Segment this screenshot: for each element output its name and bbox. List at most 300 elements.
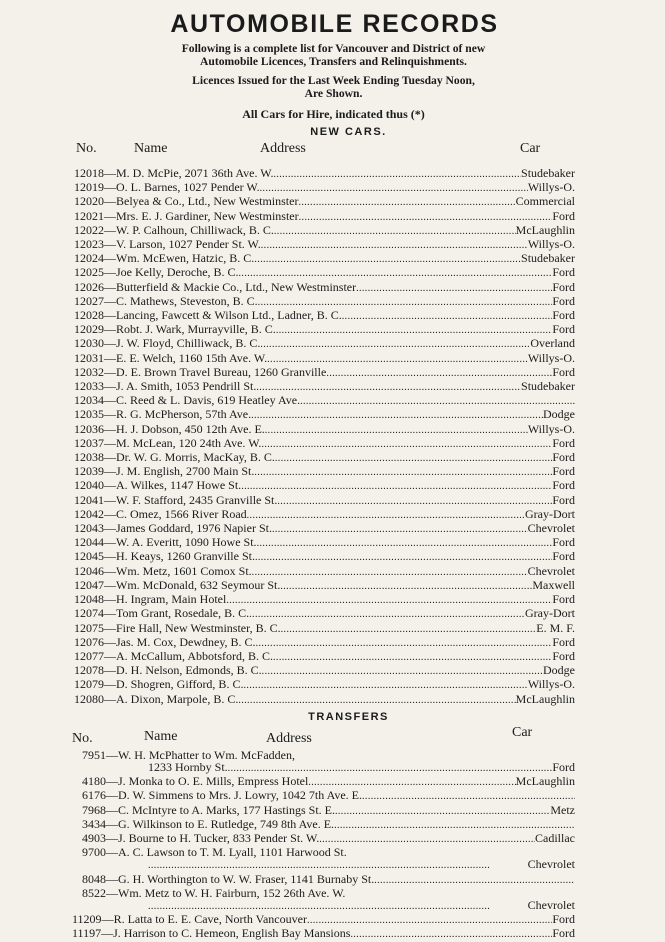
- table-row: [74, 252, 575, 266]
- entry-number: 7951: [82, 747, 106, 762]
- entry-separator: —: [104, 620, 116, 635]
- entry-name-address: J. Bourne to H. Tucker, 833 Pender St. W.: [118, 830, 320, 845]
- entry-name-address: J. Harrison to C. Hemeon, English Bay Mansions: [113, 926, 351, 941]
- entry-number: 12027: [74, 293, 104, 308]
- car-make: Ford: [552, 492, 575, 507]
- entry-number: 12023: [74, 237, 104, 252]
- leader-dots: [260, 339, 530, 351]
- entry-name-address: C. Omez, 1566 River Road: [116, 506, 247, 521]
- entry-name-address: Joe Kelly, Deroche, B. C.: [116, 265, 239, 280]
- table-row: [74, 366, 575, 380]
- car-make: Ford: [552, 648, 575, 663]
- entry-separator: —: [106, 788, 118, 803]
- entry-name-address: Jas. M. Cox, Dewdney, B. C.: [116, 634, 256, 649]
- entry-separator: —: [101, 912, 114, 927]
- table-row: [72, 927, 575, 941]
- car-make: Studebaker: [521, 166, 575, 180]
- table-row: [74, 181, 575, 195]
- entry-separator: —: [104, 435, 116, 450]
- leader-dots: [265, 425, 528, 437]
- table-row: [74, 337, 575, 351]
- entry-separator: —: [104, 506, 116, 521]
- entry-name-address: Wm. McEwen, Hatzic, B. C.: [116, 251, 255, 266]
- leader-dots: [148, 860, 528, 872]
- entry-name-address: C. McIntyre to A. Marks, 177 Hastings St. E.: [118, 802, 335, 817]
- car-make: McLaughlin: [515, 691, 575, 706]
- entry-separator: —: [104, 237, 116, 252]
- entry-name-address: Tom Grant, Rosedale, B. C.: [116, 606, 250, 621]
- table-row: [74, 622, 575, 636]
- entry-separator: —: [104, 606, 116, 621]
- entry-separator: —: [104, 563, 116, 578]
- leader-dots: [254, 467, 552, 479]
- leader-dots: [243, 680, 527, 692]
- table-row: [72, 804, 575, 818]
- entry-number: 6176: [82, 788, 106, 803]
- table-row: [74, 650, 575, 664]
- leader-dots: [276, 325, 553, 337]
- leader-dots: [254, 254, 521, 266]
- transfers-list: [72, 749, 575, 942]
- table-row: [72, 775, 575, 789]
- entry-number: 12021: [74, 208, 104, 223]
- table-row: [74, 579, 575, 593]
- entry-separator: —: [104, 648, 116, 663]
- car-make: Overland: [530, 336, 575, 351]
- entry-name-address: H. Keays, 1260 Granville St.: [116, 549, 255, 564]
- entry-number: 7968: [82, 802, 106, 817]
- entry-separator: —: [106, 774, 118, 789]
- table-row: [72, 749, 575, 775]
- leader-dots: [260, 183, 528, 195]
- entry-number: 4903: [82, 830, 106, 845]
- col-car: Car: [512, 724, 533, 740]
- entry-separator: —: [104, 634, 116, 649]
- entry-separator: —: [104, 577, 116, 592]
- entry-number: 12039: [74, 464, 104, 479]
- entry-number: 12032: [74, 364, 104, 379]
- entry-line: [72, 899, 575, 913]
- entry-separator: —: [104, 350, 116, 365]
- table-row: [74, 224, 575, 238]
- entry-separator: —: [101, 926, 114, 941]
- table-row: [74, 536, 575, 550]
- entry-name-address: V. Larson, 1027 Pender St. W.: [116, 237, 261, 252]
- car-make: Ford: [552, 535, 575, 550]
- entry-line: [72, 873, 575, 887]
- leader-dots: [226, 595, 552, 607]
- car-make: Ford: [552, 293, 575, 308]
- car-make: Ford: [552, 435, 575, 450]
- entry-separator: —: [104, 364, 116, 379]
- entry-name-address: A. Dixon, Marpole, B. C.: [116, 691, 239, 706]
- entry-name-address: A. Wilkes, 1147 Howe St.: [116, 478, 242, 493]
- car-make: Willys-O.: [527, 237, 575, 252]
- table-row: [72, 832, 575, 846]
- entry-number: 4180: [82, 774, 106, 789]
- entry-name-address: Robt. J. Wark, Murrayville, B. C.: [116, 322, 276, 337]
- entry-number: 12033: [74, 379, 104, 394]
- entry-separator: —: [104, 492, 116, 507]
- table-row: [72, 846, 575, 872]
- table-row: [74, 479, 575, 493]
- entry-line: [72, 775, 575, 789]
- car-make: Dodge: [543, 407, 575, 422]
- entry-line: [72, 927, 575, 941]
- entry-separator: —: [104, 393, 116, 408]
- entry-separator: —: [106, 871, 118, 886]
- table-row: [74, 437, 575, 451]
- leader-dots: [374, 875, 575, 887]
- entry-separator: —: [106, 885, 118, 900]
- leader-dots: [239, 268, 553, 280]
- intro-line: Are Shown.: [304, 87, 363, 100]
- entry-number: 12037: [74, 435, 104, 450]
- entry-number: 12042: [74, 506, 104, 521]
- table-row: [72, 789, 575, 803]
- table-row: [74, 281, 575, 295]
- entry-number: 12031: [74, 350, 104, 365]
- table-row: [74, 295, 575, 309]
- col-address: Address: [260, 141, 306, 156]
- entry-separator: —: [104, 549, 116, 564]
- table-row: [74, 167, 575, 181]
- car-make: Chevrolet: [527, 521, 575, 536]
- entry-separator: —: [104, 379, 116, 394]
- intro-block: [92, 42, 575, 121]
- table-row: [74, 195, 575, 209]
- entry-name-address: D. W. Simmens to Mrs. J. Lowry, 1042 7th Ave. E.: [118, 788, 363, 803]
- entry-number: 12041: [74, 492, 104, 507]
- table-row: [72, 818, 575, 832]
- leader-dots: [342, 311, 553, 323]
- entry-separator: —: [104, 535, 116, 550]
- entry-separator: —: [104, 478, 116, 493]
- entry-name-address: W. A. Everitt, 1090 Howe St.: [116, 535, 257, 550]
- entry-separator: —: [104, 336, 116, 351]
- entry-number: 12038: [74, 450, 104, 465]
- leader-dots: [273, 652, 552, 664]
- entry-separator: —: [104, 279, 116, 294]
- entry-name-address: A. C. Lawson to T. M. Lyall, 1101 Harwood St.: [118, 845, 347, 860]
- col-name: Name: [134, 141, 168, 156]
- table-row: [74, 693, 575, 707]
- leader-dots: [252, 567, 528, 579]
- table-row: [74, 508, 575, 522]
- car-make: Studebaker: [521, 251, 575, 266]
- entry-separator: —: [104, 222, 116, 237]
- leader-dots: [247, 510, 525, 522]
- leader-dots: [272, 524, 528, 536]
- entry-separator: —: [104, 677, 116, 692]
- page-title: AUTOMOBILE RECORDS: [170, 10, 499, 38]
- table-row: [74, 352, 575, 366]
- entry-number: 12048: [74, 592, 104, 607]
- entry-number: 12076: [74, 634, 104, 649]
- car-make: McLaughlin: [515, 222, 575, 237]
- car-make: Ford: [552, 759, 575, 774]
- leader-dots: [350, 929, 552, 941]
- car-make: Ford: [552, 912, 575, 927]
- table-row: [74, 678, 575, 692]
- entry-name-address: W. P. Calhoun, Chilliwack, B. C.: [116, 222, 274, 237]
- entry-number: 8048: [82, 871, 106, 886]
- entry-number: 12029: [74, 322, 104, 337]
- entry-separator: —: [104, 166, 116, 180]
- entry-name-address: H. Ingram, Main Hotel: [116, 592, 227, 607]
- entry-name-address: Wm. Metz, 1601 Comox St.: [116, 563, 252, 578]
- entry-line: [72, 846, 575, 858]
- table-row: [74, 465, 575, 479]
- table-row: [74, 550, 575, 564]
- entry-separator: —: [104, 208, 116, 223]
- car-make: Ford: [552, 265, 575, 280]
- entry-number: 8522: [82, 885, 106, 900]
- entry-number: 12080: [74, 691, 104, 706]
- leader-dots: [255, 552, 552, 564]
- entry-name-address: R. G. McPherson, 57th Ave.: [116, 407, 252, 422]
- entry-number: 12034: [74, 393, 104, 408]
- table-row: [74, 664, 575, 678]
- table-row: [74, 423, 575, 437]
- leader-dots: [267, 354, 528, 366]
- entry-separator: —: [104, 251, 116, 266]
- car-make: Ford: [552, 450, 575, 465]
- leader-dots: [362, 791, 575, 803]
- entry-number: 12024: [74, 251, 104, 266]
- entry-separator: —: [104, 194, 116, 209]
- entry-name-address: C. Mathews, Steveston, B. C.: [116, 293, 258, 308]
- entry-name-address: Dr. W. G. Morris, MacKay, B. C.: [116, 450, 275, 465]
- entry-name-address: C. Reed & L. Davis, 619 Heatley Ave.: [116, 393, 301, 408]
- leader-dots: [300, 396, 575, 408]
- car-make: Ford: [552, 549, 575, 564]
- entry-number: 12036: [74, 421, 104, 436]
- car-make: Chevrolet: [527, 563, 575, 578]
- entry-name-address: D. Shogren, Gifford, B. C.: [116, 677, 244, 692]
- entry-number: 12040: [74, 478, 104, 493]
- car-make: Willys-O.: [527, 180, 575, 195]
- entry-name-address: Belyea & Co., Ltd., New Westminster: [116, 194, 299, 209]
- leader-dots: [261, 439, 552, 451]
- entry-number: 12077: [74, 648, 104, 663]
- leader-dots: [277, 496, 552, 508]
- car-make: Willys-O.: [527, 350, 575, 365]
- table-row: [74, 380, 575, 394]
- entry-separator: —: [106, 845, 118, 860]
- entry-name-address: Lancing, Fawcett & Wilson Ltd., Ladner, B. C.: [116, 308, 342, 323]
- table-row: [74, 394, 575, 408]
- transfers-heading: TRANSFERS: [308, 710, 389, 723]
- entry-number: 12020: [74, 194, 104, 209]
- leader-dots: [274, 226, 516, 238]
- entry-line: [72, 858, 575, 872]
- transfers-column-header: [72, 724, 575, 746]
- entry-number: 11209: [72, 912, 102, 927]
- intro-line: Following is a complete list for Vancouver and District of new: [181, 42, 486, 55]
- leader-dots: [299, 212, 553, 224]
- entry-line: [72, 887, 575, 899]
- table-row: [74, 522, 575, 536]
- entry-separator: —: [104, 663, 116, 678]
- entry-name-address: R. Latta to E. E. Cave, North Vancouver: [113, 912, 307, 927]
- entry-separator: —: [106, 830, 118, 845]
- entry-number: 9700: [82, 845, 106, 860]
- car-make: Willys-O.: [527, 421, 575, 436]
- entry-number: 12047: [74, 577, 104, 592]
- entry-line: [72, 789, 575, 803]
- table-row: [74, 451, 575, 465]
- entry-name-address: J. A. Smith, 1053 Pendrill St.: [116, 379, 257, 394]
- entry-separator: —: [104, 180, 116, 195]
- entry-separator: —: [104, 293, 116, 308]
- entry-name-address: G. Wilkinson to E. Rutledge, 749 8th Ave. E.: [118, 816, 335, 831]
- table-row: [74, 593, 575, 607]
- table-row: [74, 607, 575, 621]
- entry-number: 12035: [74, 407, 104, 422]
- leader-dots: [298, 197, 515, 209]
- col-car: Car: [520, 141, 541, 156]
- entry-name-address: W. H. McPhatter to Wm. McFadden,: [118, 747, 295, 762]
- car-make: Ford: [552, 926, 575, 941]
- entry-number: 12078: [74, 663, 104, 678]
- entry-separator: —: [104, 592, 116, 607]
- leader-dots: [262, 666, 543, 678]
- entry-number: 12022: [74, 222, 104, 237]
- table-row: [74, 238, 575, 252]
- entry-name-address: G. H. Worthington to W. W. Fraser, 1141 Burnaby St.: [118, 871, 375, 886]
- entry-name-address: D. H. Nelson, Edmonds, B. C.: [116, 663, 262, 678]
- car-make: Gray-Dort: [525, 506, 575, 521]
- entry-line: [72, 913, 575, 927]
- entry-number: 12030: [74, 336, 104, 351]
- leader-dots: [326, 368, 552, 380]
- car-make: Dodge: [543, 663, 575, 678]
- entry-number: 12025: [74, 265, 104, 280]
- new-cars-list: [74, 167, 575, 707]
- entry-address: 1233 Hornby St.: [148, 759, 228, 774]
- car-make: Gray-Dort: [525, 606, 575, 621]
- entry-name-address: D. E. Brown Travel Bureau, 1260 Granville: [116, 364, 327, 379]
- entry-separator: —: [104, 464, 116, 479]
- intro-line: Licences Issued for the Last Week Ending Tuesday Noon,: [192, 74, 475, 87]
- leader-dots: [335, 806, 550, 818]
- car-make: Ford: [552, 308, 575, 323]
- car-make: Ford: [552, 634, 575, 649]
- entry-number: 3434: [82, 816, 106, 831]
- entry-number: 11197: [72, 926, 102, 941]
- entry-separator: —: [104, 265, 116, 280]
- entry-name-address: W. F. Stafford, 2435 Granville St.: [116, 492, 278, 507]
- entry-number: 12045: [74, 549, 104, 564]
- leader-dots: [251, 410, 543, 422]
- col-name: Name: [144, 728, 178, 744]
- entry-name-address: E. E. Welch, 1160 15th Ave. W.: [116, 350, 268, 365]
- table-row: [74, 565, 575, 579]
- entry-number: 12074: [74, 606, 104, 621]
- entry-name-address: M. McLean, 120 24th Ave. W.: [116, 435, 262, 450]
- table-row: [74, 309, 575, 323]
- car-make: Ford: [552, 364, 575, 379]
- car-make: E. M. F.: [536, 620, 575, 635]
- table-row: [72, 887, 575, 913]
- leader-dots: [257, 538, 553, 550]
- entry-name-address: Wm. Metz to W. H. Fairburn, 152 26th Ave. W.: [118, 885, 346, 900]
- car-make: McLaughlin: [515, 774, 575, 789]
- entry-number: 12079: [74, 677, 104, 692]
- entry-separator: —: [104, 308, 116, 323]
- leader-dots: [238, 695, 515, 707]
- entry-separator: —: [106, 816, 118, 831]
- car-make: Commercial: [515, 194, 575, 209]
- table-row: [74, 408, 575, 422]
- entry-name-address: Butterfield & Mackie Co., Ltd., New Westminster: [116, 279, 357, 294]
- car-make: Ford: [552, 279, 575, 294]
- car-make: Metz: [550, 802, 575, 817]
- table-row: [74, 266, 575, 280]
- entry-number: 12075: [74, 620, 104, 635]
- entry-name-address: Wm. McDonald, 632 Seymour St.: [116, 577, 281, 592]
- col-no: No.: [76, 141, 97, 156]
- leader-dots: [261, 240, 528, 252]
- entry-number: 12018: [74, 166, 104, 180]
- entry-number: 12046: [74, 563, 104, 578]
- car-make: Maxwell: [532, 577, 575, 592]
- entry-separator: —: [104, 407, 116, 422]
- car-make: Willys-O.: [527, 677, 575, 692]
- car-make: Ford: [552, 322, 575, 337]
- entry-name-address: J. M. English, 2700 Main St.: [116, 464, 255, 479]
- entry-separator: —: [104, 421, 116, 436]
- table-row: [74, 323, 575, 337]
- entry-separator: —: [106, 747, 118, 762]
- car-make: Chevrolet: [527, 897, 575, 912]
- entry-line: [72, 761, 575, 775]
- entry-name-address: M. D. McPie, 2071 36th Ave. W.: [116, 166, 274, 180]
- car-make: Ford: [552, 592, 575, 607]
- entry-name-address: Fire Hall, New Westminster, B. C.: [116, 620, 281, 635]
- leader-dots: [275, 453, 552, 465]
- leader-dots: [356, 283, 552, 295]
- entry-line: [72, 832, 575, 846]
- leader-dots: [280, 581, 532, 593]
- entry-name-address: Mrs. E. J. Gardiner, New Westminster: [116, 208, 299, 223]
- entry-separator: —: [104, 322, 116, 337]
- car-make: Ford: [552, 478, 575, 493]
- entry-name-address: H. J. Dobson, 450 12th Ave. E.: [116, 421, 265, 436]
- leader-dots: [273, 169, 521, 181]
- car-make: Cadillac: [535, 830, 575, 845]
- entry-separator: —: [106, 802, 118, 817]
- leader-dots: [319, 834, 535, 846]
- entry-name-address: J. W. Floyd, Chilliwack, B. C.: [116, 336, 261, 351]
- col-address: Address: [266, 730, 312, 746]
- hire-note: All Cars for Hire, indicated thus (*): [242, 107, 425, 121]
- entry-number: 12028: [74, 308, 104, 323]
- table-row: [72, 873, 575, 887]
- entry-line: [72, 804, 575, 818]
- leader-dots: [256, 638, 553, 650]
- car-make: Studebaker: [521, 379, 575, 394]
- entry-number: 12019: [74, 180, 104, 195]
- table-row: [74, 210, 575, 224]
- entry-number: 12043: [74, 521, 104, 536]
- intro-line: Automobile Licences, Transfers and Relinquishments.: [200, 55, 467, 68]
- table-row: [74, 494, 575, 508]
- new-cars-column-header: [72, 141, 575, 159]
- car-make: Chevrolet: [527, 857, 575, 872]
- car-make: Ford: [552, 208, 575, 223]
